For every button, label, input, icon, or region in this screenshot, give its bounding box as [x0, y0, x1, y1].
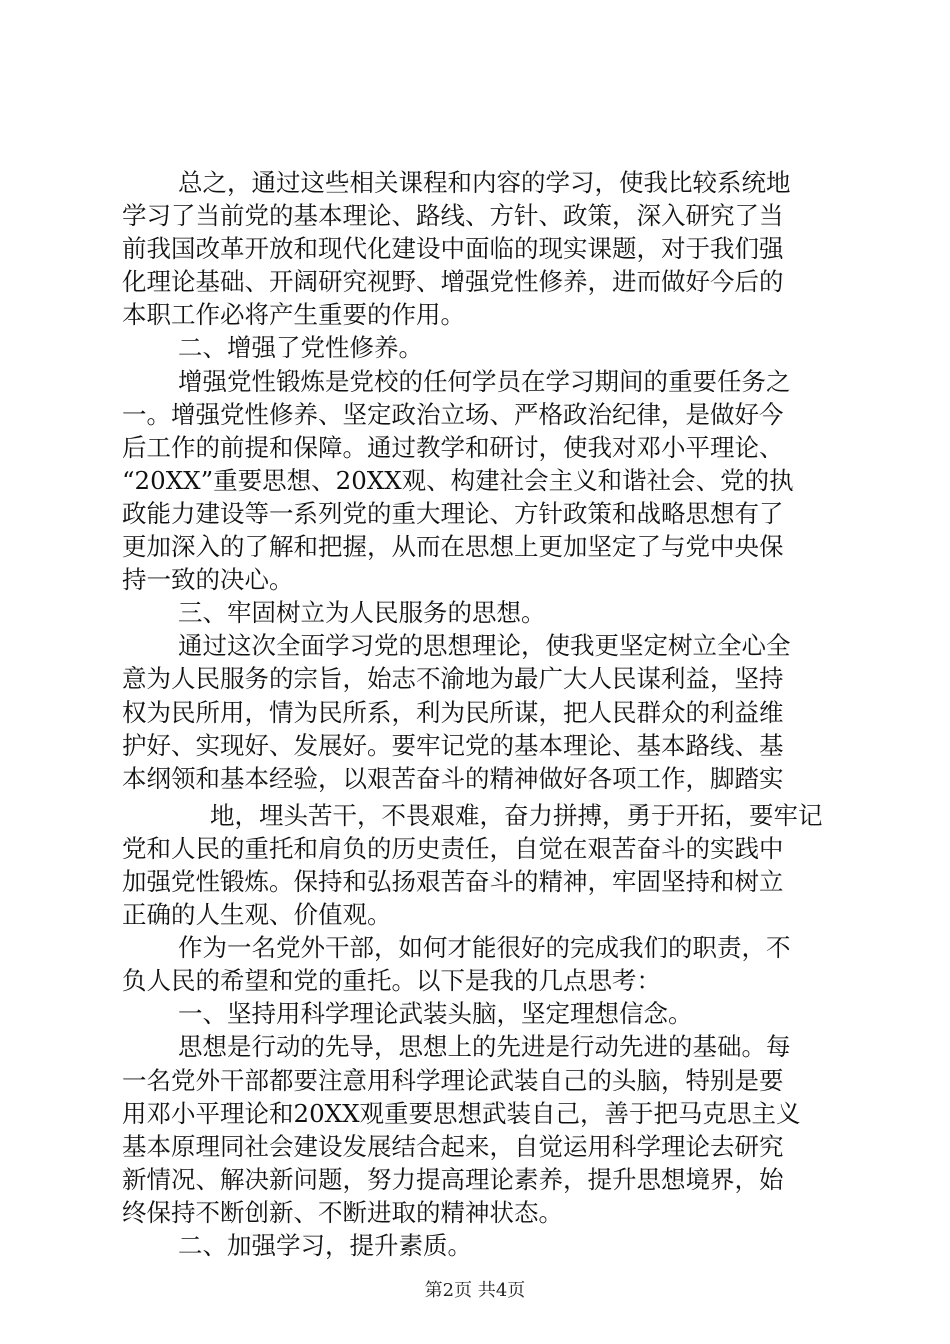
text-line: 总之，通过这些相关课程和内容的学习，使我比较系统地 — [178, 168, 791, 197]
section-heading: 一、坚持用科学理论武装头脑，坚定理想信念。 — [178, 999, 693, 1028]
text-line: 新情况、解决新问题，努力提高理论素养，提升思想境界，始 — [122, 1165, 784, 1194]
text-line: 持一致的决心。 — [122, 565, 294, 594]
text-line: 正确的人生观、价值观。 — [122, 900, 392, 929]
text-line: 终保持不断创新、不断进取的精神状态。 — [122, 1198, 563, 1227]
text-line: 通过这次全面学习党的思想理论，使我更坚定树立全心全 — [178, 631, 791, 660]
text-line: 意为人民服务的宗旨，始志不渝地为最广大人民谋利益，坚持 — [122, 664, 784, 693]
text-line: 化理论基础、开阔研究视野、增强党性修养，进而做好今后的 — [122, 267, 784, 296]
text-line: 基本原理同社会建设发展结合起来，自觉运用科学理论去研究 — [122, 1132, 784, 1161]
text-line: 加强党性锻炼。保持和弘扬艰苦奋斗的精神，牢固坚持和树立 — [122, 867, 784, 896]
section-heading: 二、加强学习，提升素质。 — [178, 1231, 472, 1260]
text-line: 后工作的前提和保障。通过教学和研讨，使我对邓小平理论、 — [122, 433, 784, 462]
text-line: 增强党性锻炼是党校的任何学员在学习期间的重要任务之 — [178, 367, 791, 396]
page-footer: 第2页 共4页 — [424, 1280, 526, 1301]
text-line: 更加深入的了解和把握，从而在思想上更加坚定了与党中央保 — [122, 532, 784, 561]
text-line: 作为一名党外干部，如何才能很好的完成我们的职责，不 — [178, 933, 791, 962]
text-line: 本纲领和基本经验，以艰苦奋斗的精神做好各项工作，脚踏实 — [122, 764, 784, 793]
text-line: 地，埋头苦干，不畏艰难，奋力拼搏，勇于开拓，要牢记 — [210, 801, 823, 830]
text-line: 权为民所用，情为民所系，利为民所谋，把人民群众的利益维 — [122, 698, 784, 727]
text-line: “20XX”重要思想、20XX观、构建社会主义和谐社会、党的执 — [122, 466, 794, 495]
section-heading: 三、牢固树立为人民服务的思想。 — [178, 598, 546, 627]
text-line: 护好、实现好、发展好。要牢记党的基本理论、基本路线、基 — [122, 731, 784, 760]
text-line: 本职工作必将产生重要的作用。 — [122, 300, 465, 329]
text-line: 前我国改革开放和现代化建设中面临的现实课题，对于我们强 — [122, 234, 784, 263]
text-line: 政能力建设等一系列党的重大理论、方针政策和战略思想有了 — [122, 499, 784, 528]
text-line: 一。增强党性修养、坚定政治立场、严格政治纪律，是做好今 — [122, 400, 784, 429]
text-line: 思想是行动的先导，思想上的先进是行动先进的基础。每 — [178, 1032, 791, 1061]
text-line: 学习了当前党的基本理论、路线、方针、政策，深入研究了当 — [122, 201, 784, 230]
text-line: 一名党外干部都要注意用科学理论武装自己的头脑，特别是要 — [122, 1066, 784, 1095]
section-heading: 二、增强了党性修养。 — [178, 333, 423, 362]
text-line: 党和人民的重托和肩负的历史责任，自觉在艰苦奋斗的实践中 — [122, 834, 784, 863]
text-line: 用邓小平理论和20XX观重要思想武装自己，善于把马克思主义 — [122, 1099, 801, 1128]
text-line: 负人民的希望和党的重托。以下是我的几点思考： — [122, 966, 661, 995]
